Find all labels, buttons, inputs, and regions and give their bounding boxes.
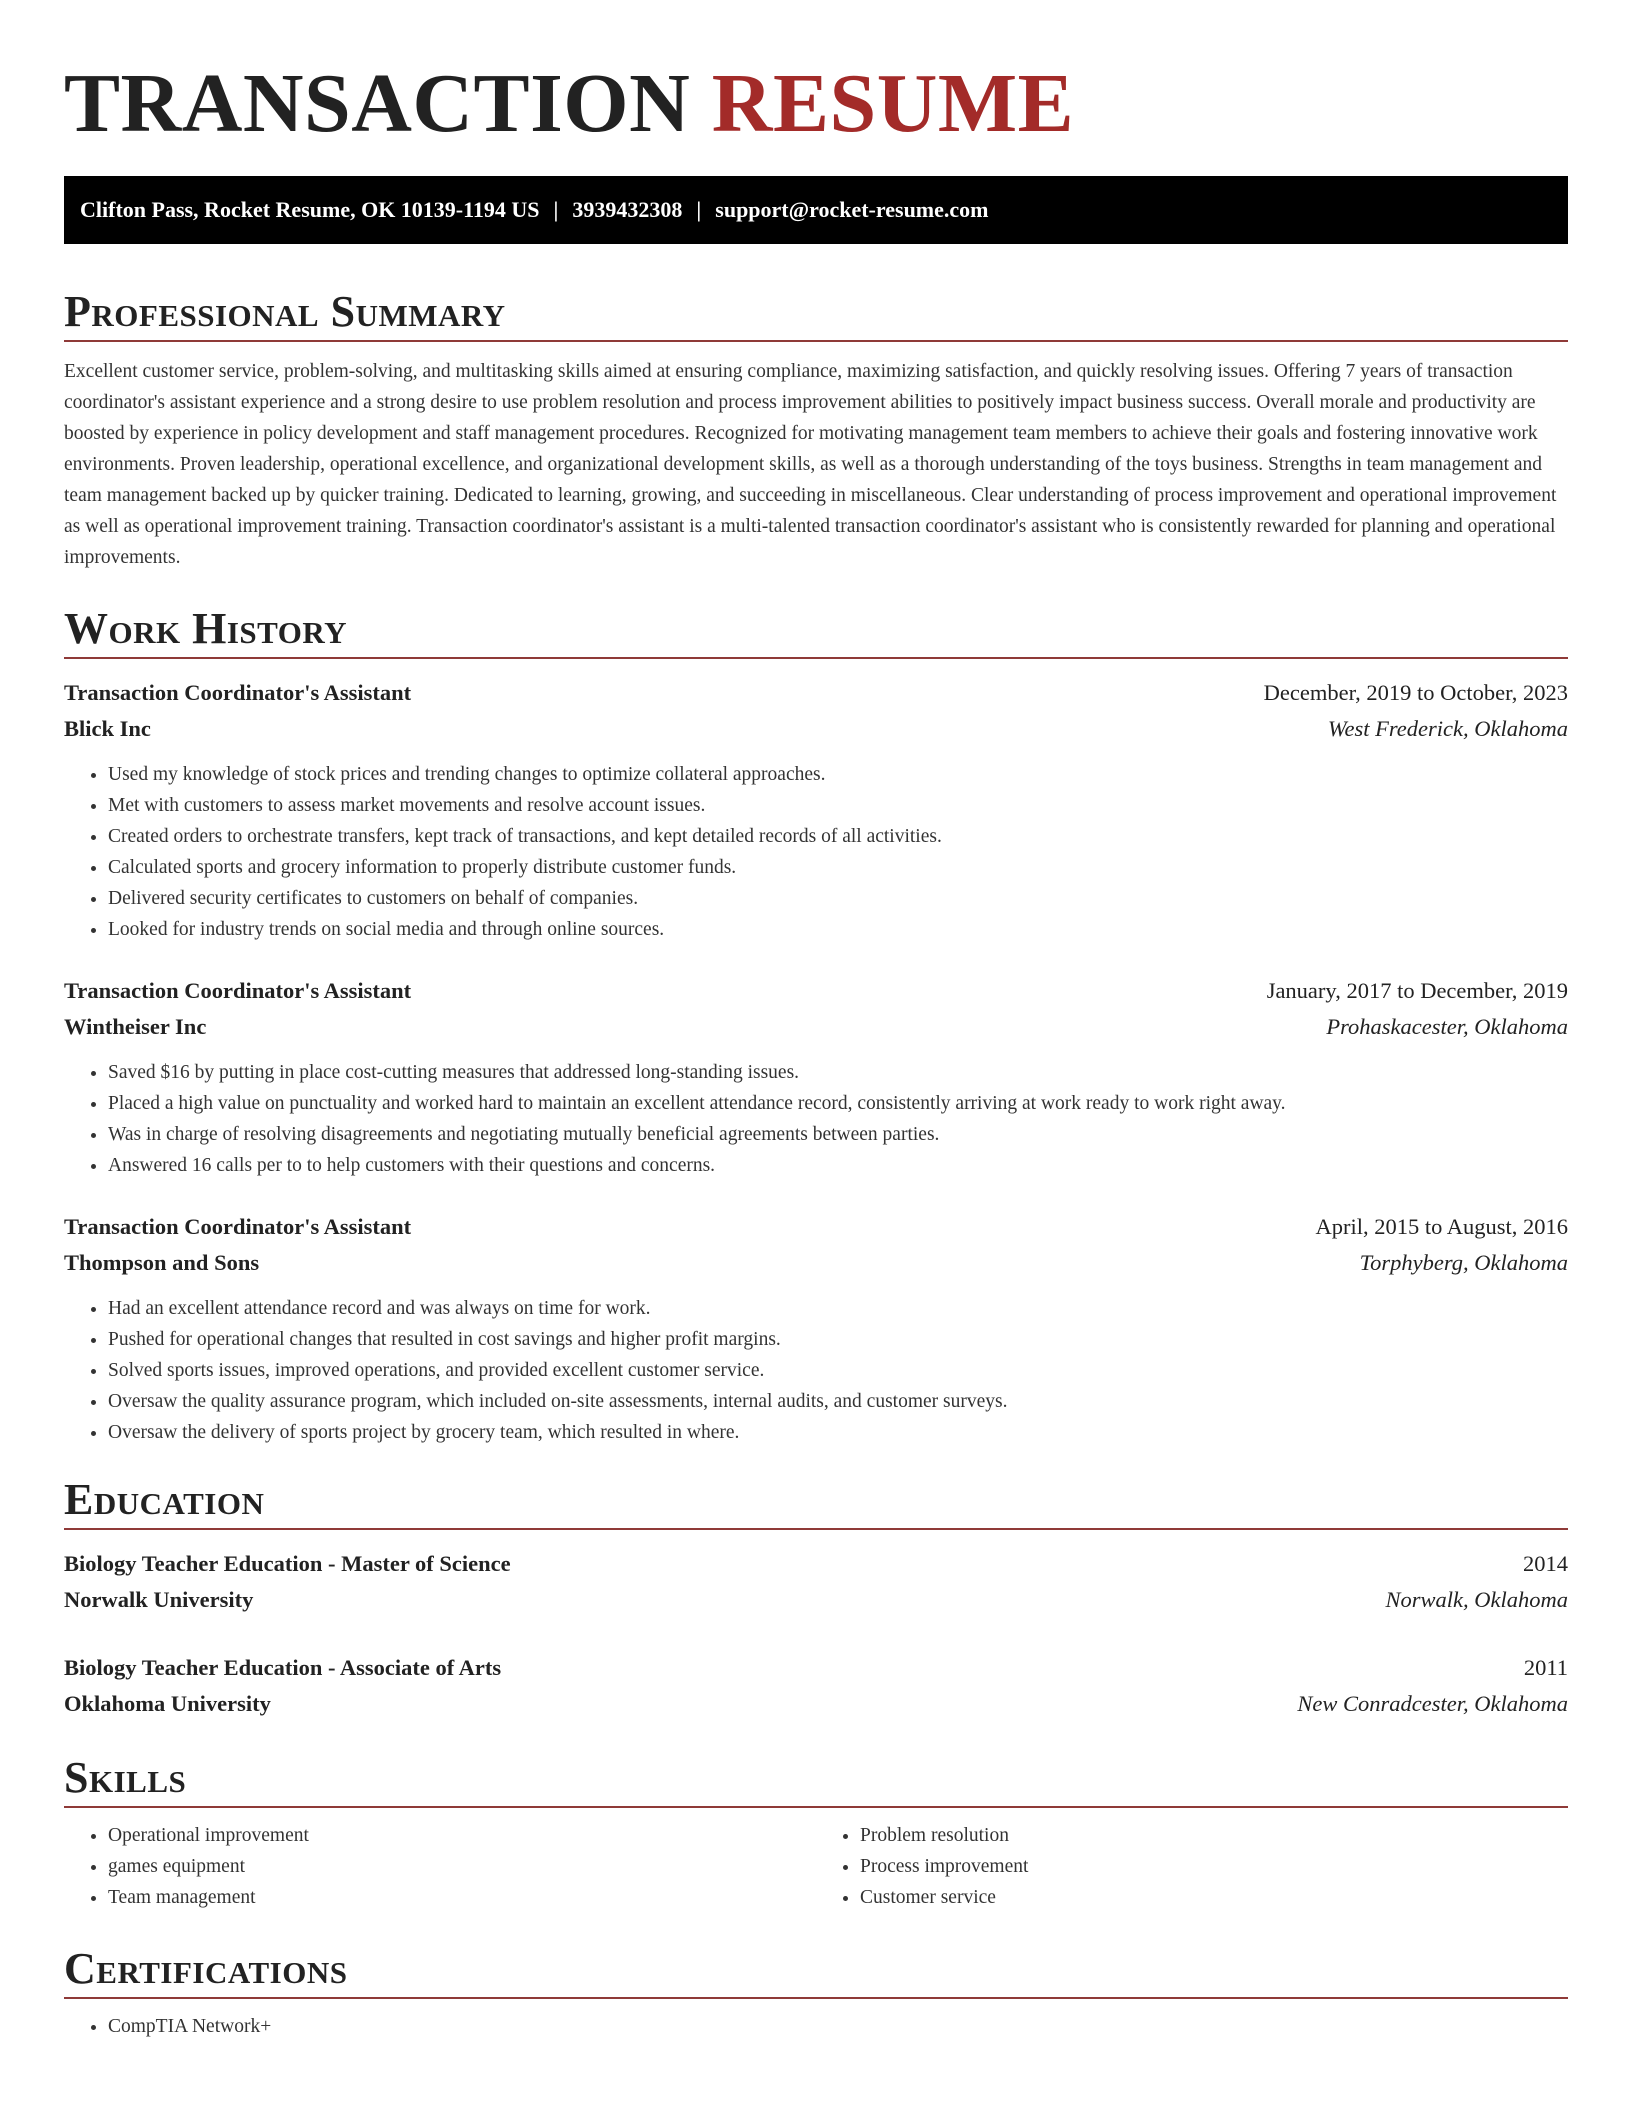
section-divider <box>64 1997 1568 1999</box>
job-company-row <box>64 1009 1568 1045</box>
job-entry <box>64 675 1568 945</box>
work-history-section <box>64 601 1568 1448</box>
education-school: Norwalk University <box>64 1587 254 1612</box>
skill-item: • games equipment <box>108 1851 816 1882</box>
job-title: Transaction Coordinator's Assistant <box>64 680 412 705</box>
summary-section <box>64 284 1568 573</box>
title-accent: RESUME <box>711 57 1075 150</box>
job-bullet: • Oversaw the quality assurance program, which included on-site assessments, internal audits, and customer surveys. <box>108 1386 1568 1417</box>
job-company: Blick Inc <box>64 716 151 741</box>
job-company-row <box>64 711 1568 747</box>
section-heading-education: Education <box>64 1475 265 1524</box>
job-entry <box>64 1209 1568 1448</box>
job-bullet: • Was in charge of resolving disagreements and negotiating mutually beneficial agreements between parties. <box>108 1119 1568 1150</box>
contact-bar <box>64 176 1568 244</box>
job-bullets <box>64 759 1568 945</box>
job-title-row <box>64 1209 1568 1245</box>
education-location: Norwalk, Oklahoma <box>1385 1587 1568 1612</box>
section-heading-summary: Professional Summary <box>64 287 506 336</box>
certification-item: • CompTIA Network+ <box>108 2011 1568 2042</box>
section-divider <box>64 657 1568 659</box>
skills-column-right <box>816 1820 1568 1913</box>
contact-separator: | <box>696 197 702 222</box>
job-company-row <box>64 1245 1568 1281</box>
job-company: Thompson and Sons <box>64 1250 260 1275</box>
education-year: 2014 <box>1523 1551 1568 1576</box>
skill-item: • Problem resolution <box>860 1820 1568 1851</box>
job-bullet: • Pushed for operational changes that resulted in cost savings and higher profit margins. <box>108 1324 1568 1355</box>
certifications-section <box>64 1941 1568 2042</box>
skill-item: • Process improvement <box>860 1851 1568 1882</box>
job-company: Wintheiser Inc <box>64 1014 207 1039</box>
job-location: Prohaskacester, Oklahoma <box>1326 1014 1568 1039</box>
skill-item: • Operational improvement <box>108 1820 816 1851</box>
job-bullet: • Placed a high value on punctuality and worked hard to maintain an excellent attendance record, consistently arriving at work ready to work right away. <box>108 1088 1568 1119</box>
job-bullet: • Answered 16 calls per to to help customers with their questions and concerns. <box>108 1150 1568 1181</box>
skill-item: • Team management <box>108 1882 816 1913</box>
job-bullet: • Saved $16 by putting in place cost-cutting measures that addressed long-standing issues. <box>108 1057 1568 1088</box>
job-bullets <box>64 1293 1568 1448</box>
section-divider <box>64 1528 1568 1530</box>
education-entry <box>64 1650 1568 1722</box>
skills-column-left <box>64 1820 816 1913</box>
job-bullets <box>64 1057 1568 1181</box>
education-section <box>64 1472 1568 1722</box>
contact-email[interactable]: support@rocket-resume.com <box>715 197 989 222</box>
job-bullet: • Created orders to orchestrate transfers, kept track of transactions, and kept detailed records of all activities. <box>108 821 1568 852</box>
job-location: West Frederick, Oklahoma <box>1327 716 1568 741</box>
skills-section <box>64 1750 1568 1913</box>
job-dates: April, 2015 to August, 2016 <box>1315 1214 1568 1239</box>
section-divider <box>64 340 1568 342</box>
job-title-row <box>64 675 1568 711</box>
job-bullet: • Used my knowledge of stock prices and trending changes to optimize collateral approaches. <box>108 759 1568 790</box>
education-school: Oklahoma University <box>64 1691 271 1716</box>
certifications-list <box>64 2011 1568 2042</box>
education-school-row <box>64 1686 1568 1722</box>
education-degree: Biology Teacher Education - Master of Science <box>64 1551 511 1576</box>
skills-columns <box>64 1820 1568 1913</box>
job-bullet: • Delivered security certificates to customers on behalf of companies. <box>108 883 1568 914</box>
contact-address: Clifton Pass, Rocket Resume, OK 10139-1194 US <box>80 197 540 222</box>
education-school-row <box>64 1582 1568 1618</box>
education-location: New Conradcester, Oklahoma <box>1297 1691 1568 1716</box>
resume-title <box>64 0 1568 156</box>
title-primary: TRANSACTION <box>64 57 691 150</box>
education-degree: Biology Teacher Education - Associate of Arts <box>64 1655 502 1680</box>
section-heading-certifications: Certifications <box>64 1944 348 1993</box>
education-degree-row <box>64 1546 1568 1582</box>
skill-item: • Customer service <box>860 1882 1568 1913</box>
job-title: Transaction Coordinator's Assistant <box>64 1214 412 1239</box>
education-year: 2011 <box>1523 1655 1568 1680</box>
education-degree-row <box>64 1650 1568 1686</box>
job-dates: January, 2017 to December, 2019 <box>1266 978 1568 1003</box>
section-divider <box>64 1806 1568 1808</box>
job-bullet: • Oversaw the delivery of sports project by grocery team, which resulted in where. <box>108 1417 1568 1448</box>
job-bullet: • Had an excellent attendance record and was always on time for work. <box>108 1293 1568 1324</box>
job-bullet: • Looked for industry trends on social media and through online sources. <box>108 914 1568 945</box>
job-bullet: • Met with customers to assess market movements and resolve account issues. <box>108 790 1568 821</box>
job-dates: December, 2019 to October, 2023 <box>1263 680 1568 705</box>
job-title-row <box>64 973 1568 1009</box>
contact-separator: | <box>553 197 559 222</box>
education-entry <box>64 1546 1568 1618</box>
job-bullet: • Calculated sports and grocery information to properly distribute customer funds. <box>108 852 1568 883</box>
job-title: Transaction Coordinator's Assistant <box>64 978 412 1003</box>
job-location: Torphyberg, Oklahoma <box>1359 1250 1568 1275</box>
contact-phone: 3939432308 <box>572 197 683 222</box>
section-heading-skills: Skills <box>64 1753 187 1802</box>
summary-text: Excellent customer service, problem-solving, and multitasking skills aimed at ensuring compliance, maximizing satisfaction, and quickly resolving issues. Offering 7 years of transaction coordinator's assistant experience and a strong desire to use problem resolution and process improvement abilities to positively impact business success. Overall morale and productivity are boosted by experience in policy development and staff management procedures. Recognized for motivating management team members to achieve their goals and fostering innovative work environments. Proven leadership, operational excellence, and organizational development skills, as well as a thorough understanding of the toys business. Strengths in team management and team management backed up by quicker training. Dedicated to learning, growing, and succeeding in miscellaneous. Clear understanding of process improvement and operational improvement as well as operational improvement training. Transaction coordinator's assistant is a multi-talented transaction coordinator's assistant who is consistently rewarded for planning and operational improvements. <box>64 361 1557 568</box>
job-entry <box>64 973 1568 1181</box>
job-bullet: • Solved sports issues, improved operations, and provided excellent customer service. <box>108 1355 1568 1386</box>
section-heading-work-history: Work History <box>64 604 348 653</box>
